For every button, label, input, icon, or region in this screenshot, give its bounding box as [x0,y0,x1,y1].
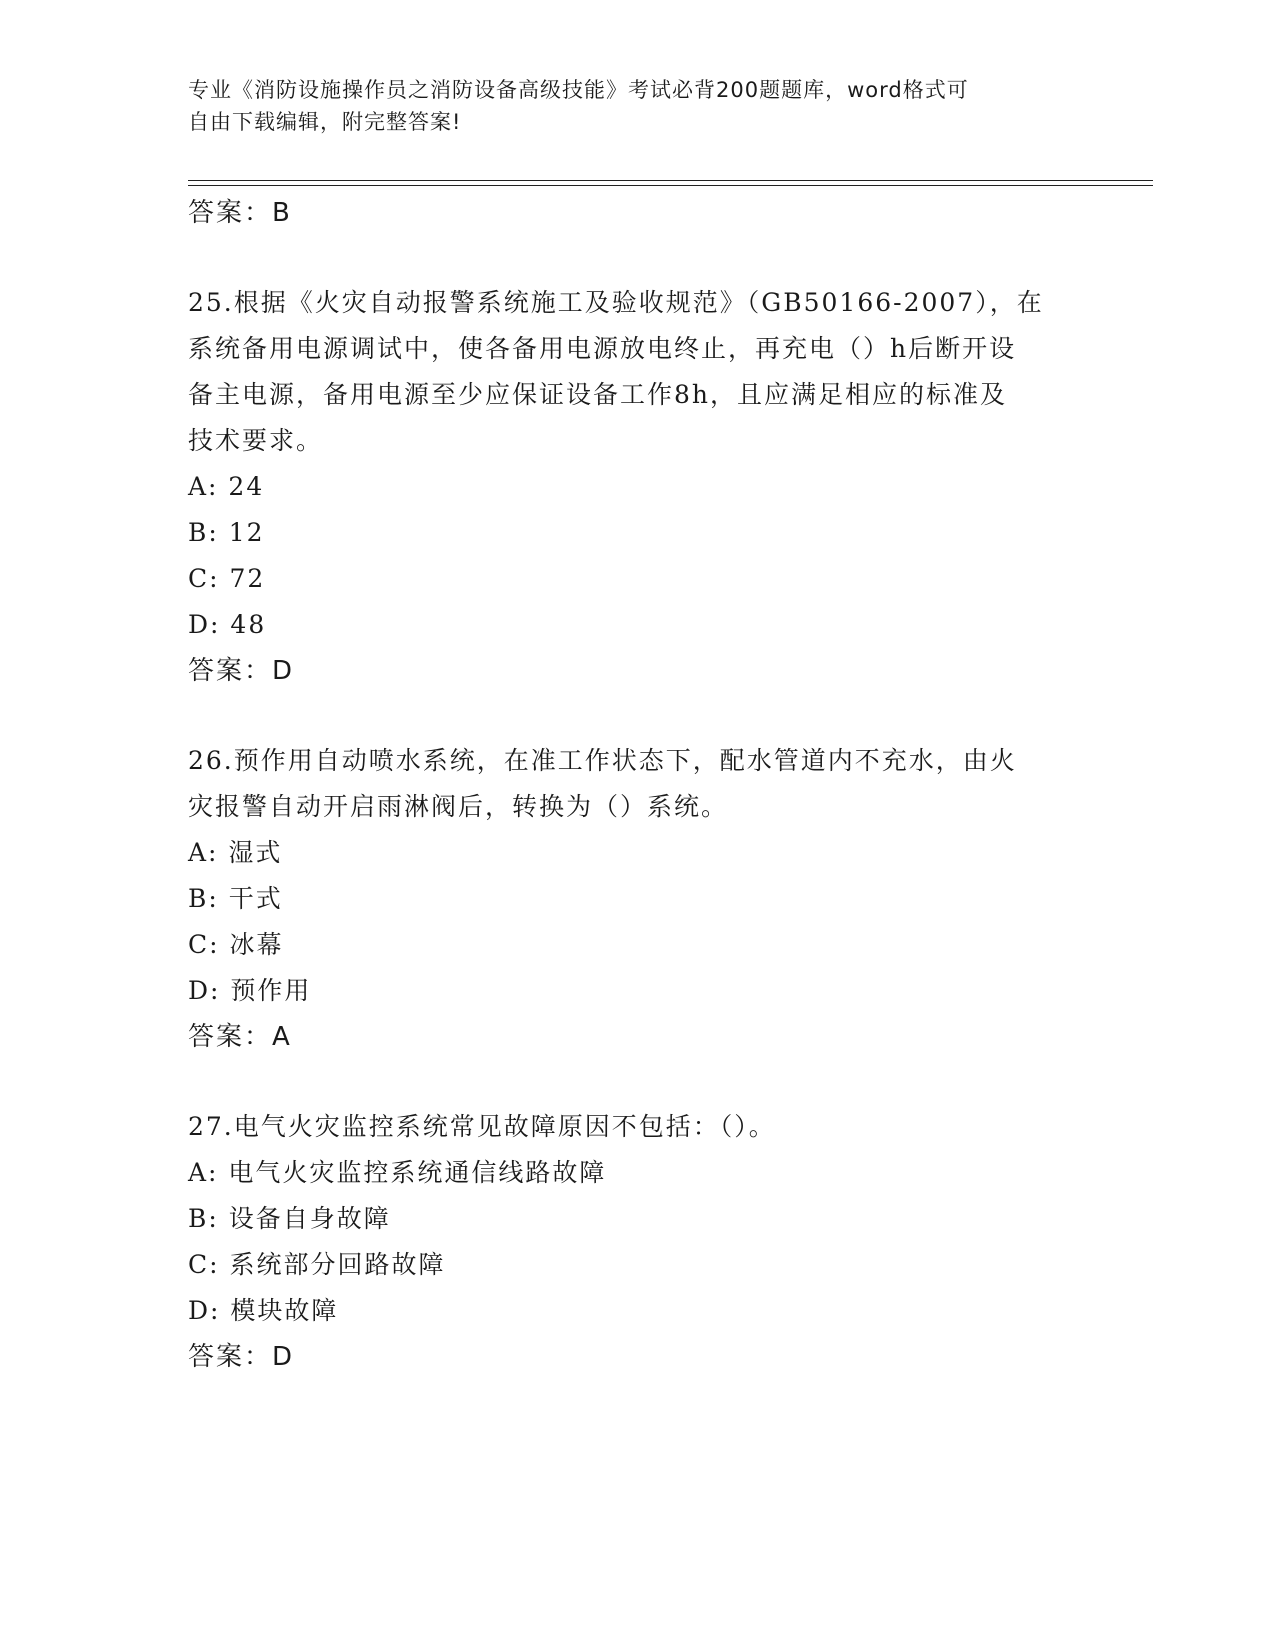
option-b: B: 设备自身故障 [188,1204,391,1233]
option-b: B: 12 [188,518,265,547]
question-line: 系统备用电源调试中，使各备用电源放电终止，再充电（）h后断开设 [188,334,1017,363]
option-a: A: 湿式 [188,838,283,867]
question-text [188,280,1088,464]
option-d: D: 模块故障 [188,1296,339,1325]
question-line: 技术要求。 [188,426,324,455]
option-d: D: 预作用 [188,976,312,1005]
option-a: A: 24 [188,472,265,501]
answer-line: 答案：D [188,656,295,686]
answer-line: 答案：D [188,1342,295,1372]
question-line: 灾报警自动开启雨淋阀后，转换为（）系统。 [188,792,729,821]
document-body [188,190,1088,1380]
option-b: B: 干式 [188,884,283,913]
header-divider-bottom [188,185,1153,186]
option-c: C: 冰幕 [188,930,284,959]
question-block [188,738,1088,1060]
question-line: 25.根据《火灾自动报警系统施工及验收规范》（GB50166-2007），在 [188,288,1044,317]
option-d: D: 48 [188,610,267,639]
question-block [188,1104,1088,1380]
option-c: C: 系统部分回路故障 [188,1250,446,1279]
header-line-1: 专业《消防设施操作员之消防设备高级技能》考试必背200题题库，word格式可 [188,78,969,102]
question-text [188,738,1088,830]
spacer [188,694,1088,738]
option-c: C: 72 [188,564,266,593]
answer-line: 答案：A [188,1022,292,1052]
document-header [188,74,1088,138]
question-text [188,1104,1088,1150]
question-line: 备主电源，备用电源至少应保证设备工作8h，且应满足相应的标准及 [188,380,1008,409]
question-line: 26.预作用自动喷水系统，在准工作状态下，配水管道内不充水，由火 [188,746,1017,775]
header-line-2: 自由下载编辑，附完整答案! [188,110,462,134]
header-divider-top [188,180,1153,181]
question-line: 27.电气火灾监控系统常见故障原因不包括：（）。 [188,1112,776,1141]
answer-line: 答案：B [188,198,292,228]
spacer [188,236,1088,280]
spacer [188,1060,1088,1104]
question-block [188,280,1088,694]
option-a: A: 电气火灾监控系统通信线路故障 [188,1158,607,1187]
